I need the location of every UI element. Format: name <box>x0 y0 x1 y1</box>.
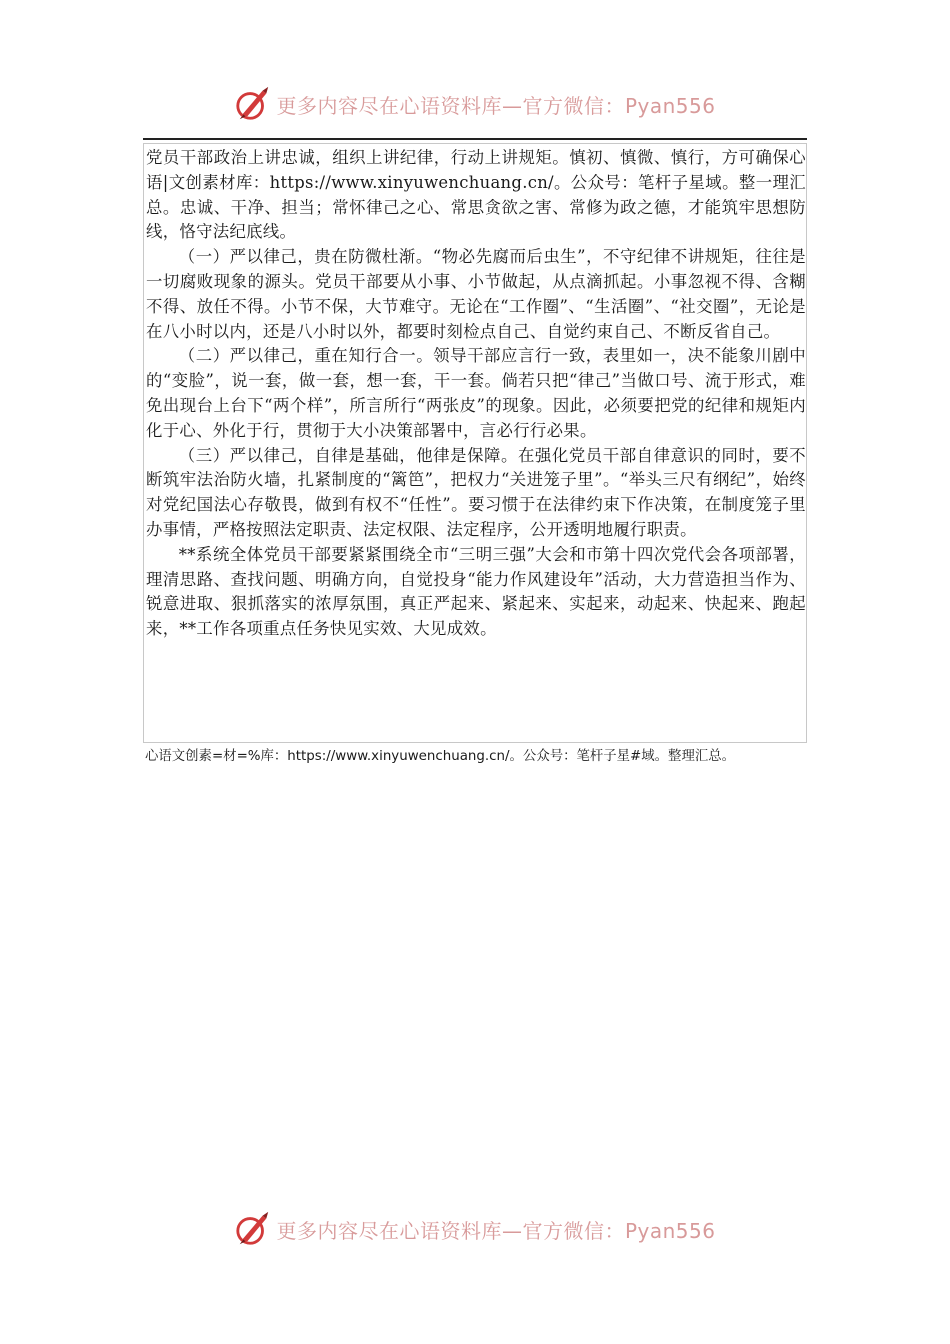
paragraph-point-two: （二）严以律己，重在知行合一。领导干部应言行一致，表里如一，决不能象川剧中的“变脸”，说一套，做一套，想一套，干一套。倘若只把“律己”当做口号、流于形式，难免出现台上台下“两个样”，所言所行“两张皮”的现象。因此，必须要把党的纪律和规矩内化于心、外化于行，贯彻于大小决策部署中，言必行行必果。 <box>146 346 806 440</box>
header-banner <box>0 82 950 126</box>
footer-banner <box>0 1207 950 1251</box>
header-divider <box>143 138 807 140</box>
quill-pen-logo-icon <box>234 1210 272 1248</box>
footer-slogan: 更多内容尽在心语资料库—官方微信：Pyan556 <box>276 1218 716 1243</box>
article-body <box>143 143 807 743</box>
paragraph-point-three: （三）严以律己，自律是基础，他律是保障。在强化党员干部自律意识的同时，要不断筑牢法治防火墙，扎紧制度的“篱笆”，把权力“关进笼子里”。“举头三尺有纲纪”，始终对党纪国法心存敬畏，做到有权不“任性”。要习惯于在法律约束下作决策，在制度笼子里办事情，严格按照法定职责、法定权限、法定程序，公开透明地履行职责。 <box>146 445 806 539</box>
paragraph-point-one: （一）严以律己，贵在防微杜渐。“物必先腐而后虫生”，不守纪律不讲规矩，往往是一切腐败现象的源头。党员干部要从小事、小节做起，从点滴抓起。小事忽视不得、含糊不得、放任不得。小节不保，大节难守。无论在“工作圈”、“生活圈”、“社交圈”，无论是在八小时以内，还是八小时以外，都要时刻检点自己、自觉约束自己、不断反省自己。 <box>146 247 806 341</box>
quill-pen-logo-icon <box>234 85 272 123</box>
paragraph-intro: 党员干部政治上讲忠诚，组织上讲纪律，行动上讲规矩。慎初、慎微、慎行，方可确保心语|文创素材库：https://www.xinyuwenchuang.cn/。公众号：笔杆子星域。整一理汇总。忠诚、干净、担当；常怀律己之心、常思贪欲之害、常修为政之德，才能筑牢思想防线，恪守法纪底线。 <box>146 148 806 242</box>
paragraph-conclusion: **系统全体党员干部要紧紧围绕全市“三明三强”大会和市第十四次党代会各项部署，理清思路、查找问题、明确方向，自觉投身“能力作风建设年”活动，大力营造担当作为、锐意进取、狠抓落实的浓厚氛围，真正严起来、紧起来、实起来，动起来、快起来、跑起来，**工作各项重点任务快见实效、大见成效。 <box>146 544 806 639</box>
header-slogan: 更多内容尽在心语资料库—官方微信：Pyan556 <box>276 93 716 118</box>
source-note: 心语文创素=材=%库：https://www.xinyuwenchuang.cn/。公众号：笔杆子星#域。整理汇总。 <box>145 749 736 764</box>
